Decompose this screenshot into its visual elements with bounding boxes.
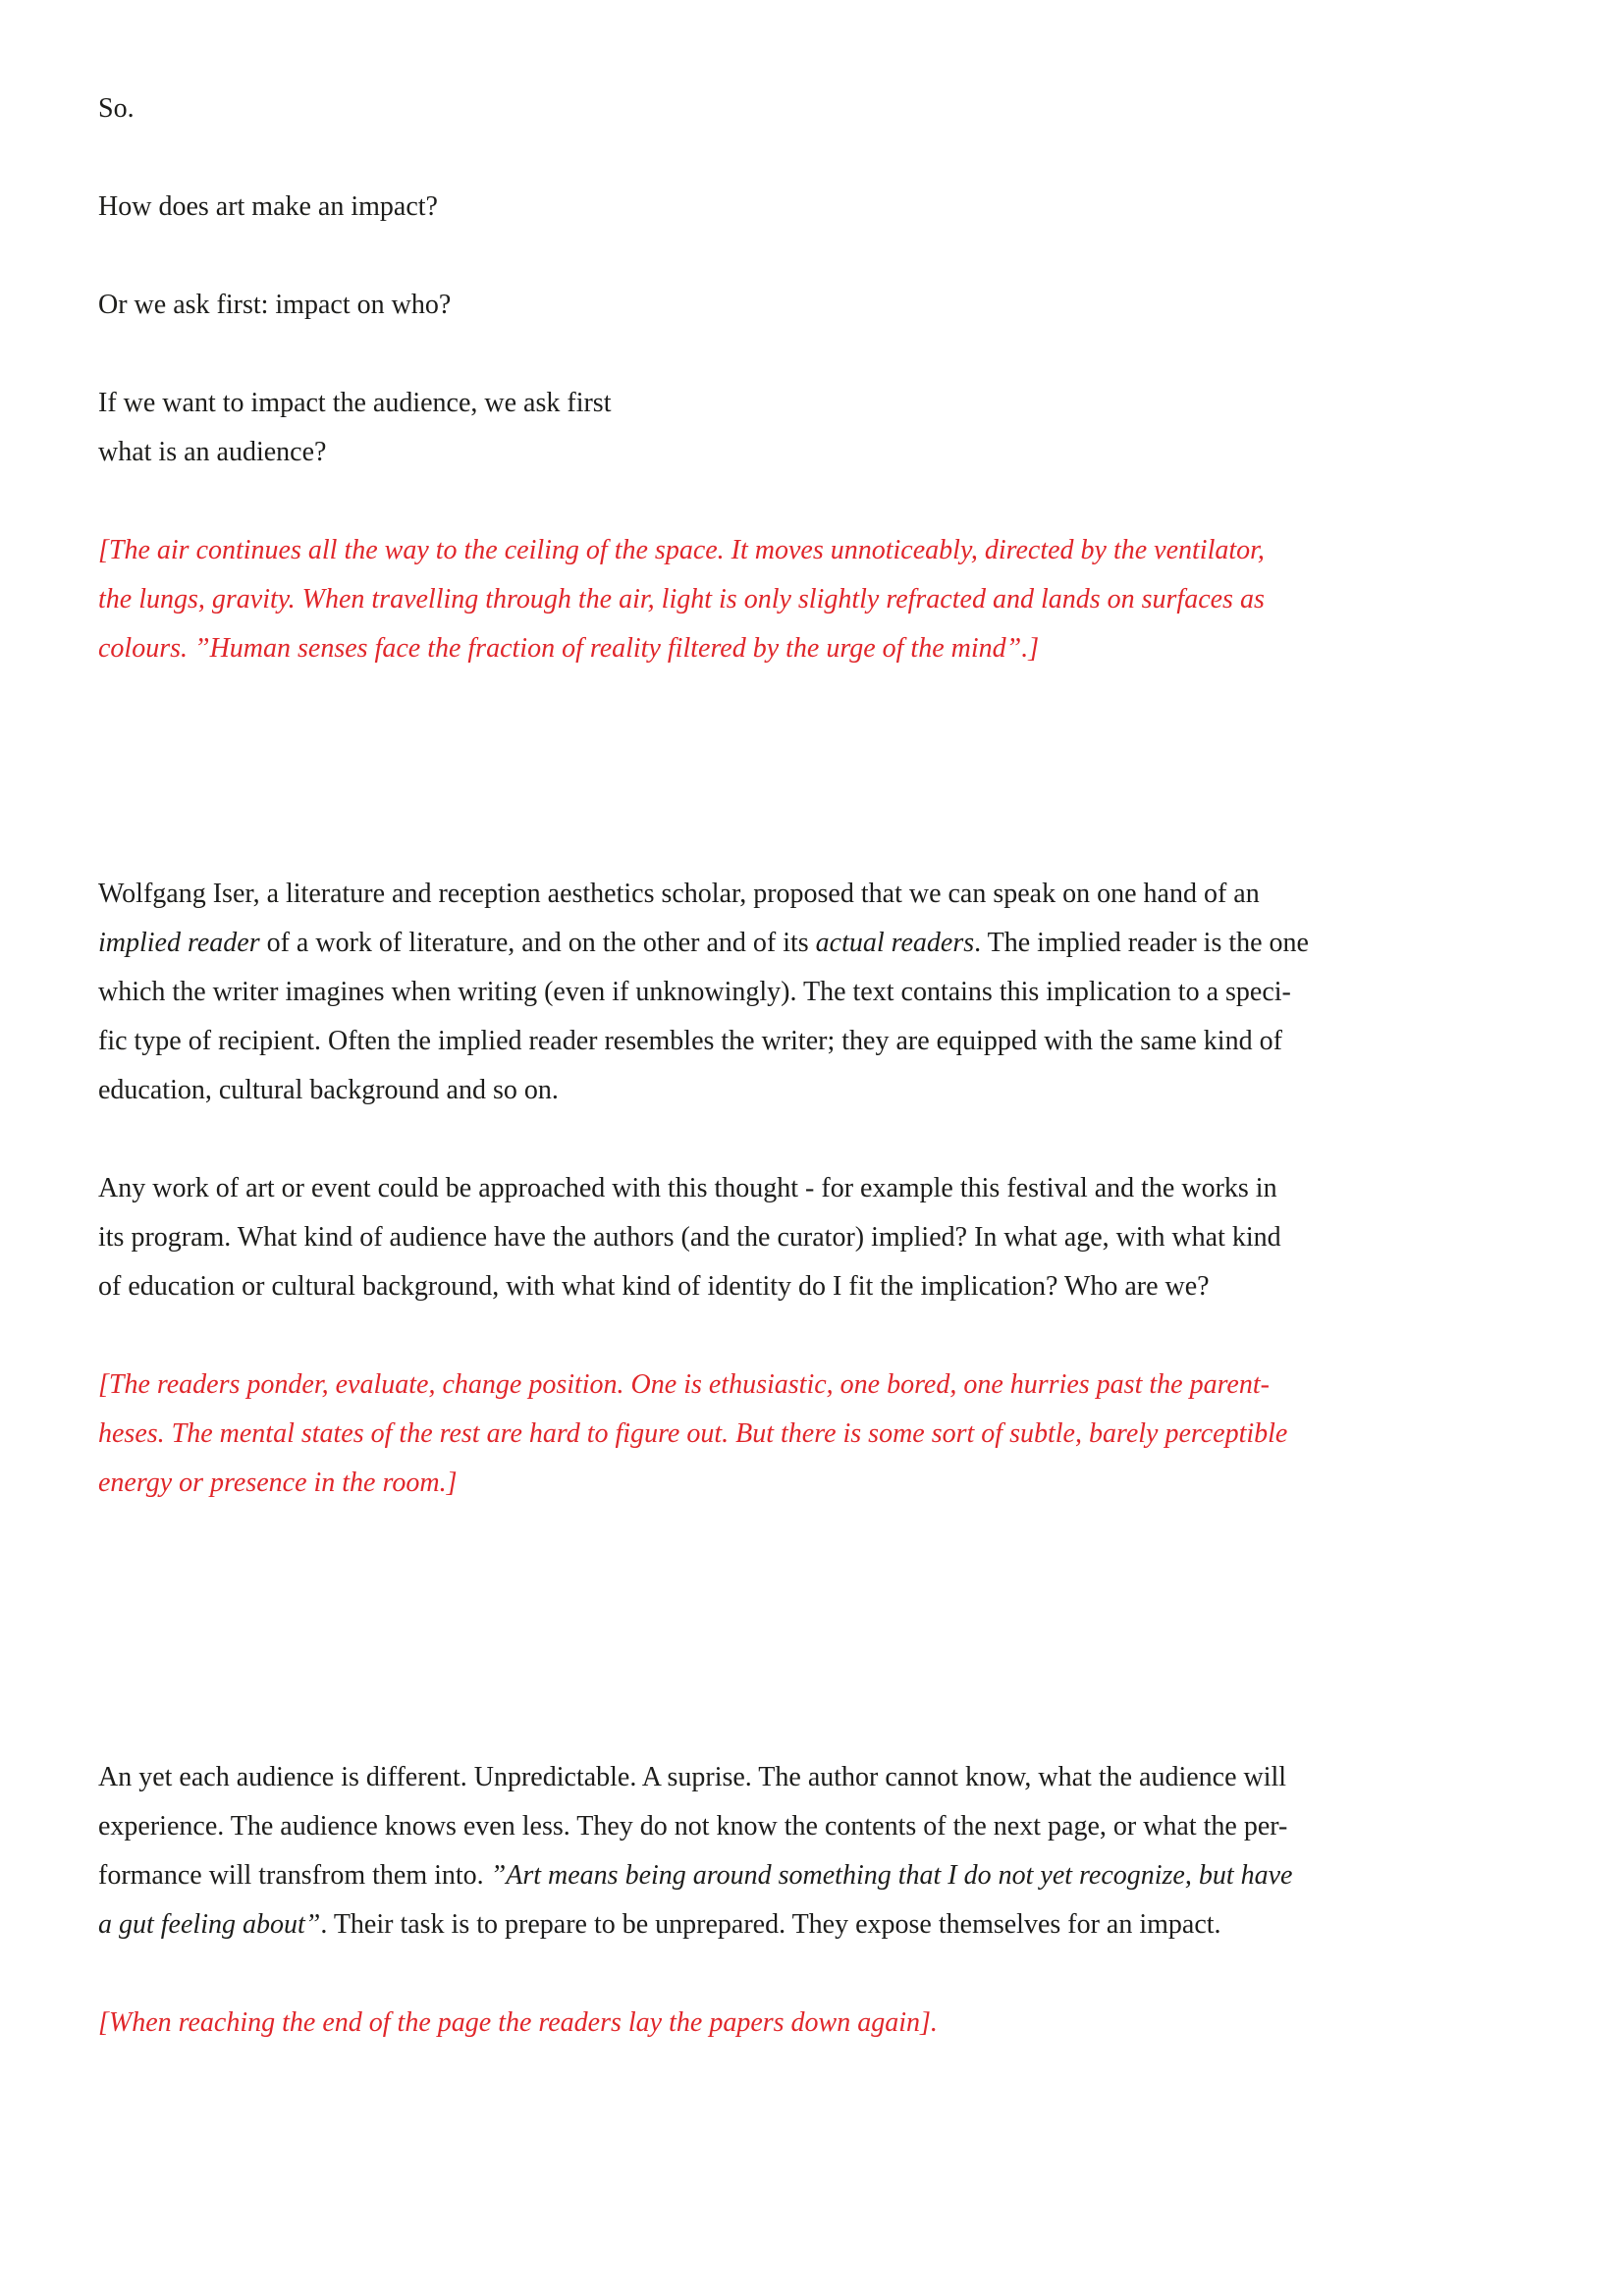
- text-line: colours. ”Human senses face the fraction of reality filtered by the urge of the mind”.]: [98, 633, 1040, 664]
- text-line: [The readers ponder, evaluate, change position. One is ethusiastic, one bored, one hurries past the parent-: [98, 1369, 1270, 1400]
- text-line: which the writer imagines when writing (even if unknowingly). The text contains this implication to a speci-: [98, 977, 1291, 1007]
- text-line: experience. The audience knows even less. They do not know the contents of the next page, or what the per-: [98, 1811, 1288, 1842]
- text-line: its program. What kind of audience have the authors (and the curator) implied? In what age, with what kind: [98, 1222, 1281, 1253]
- italic-quote-art-means: ”Art means being around something that I do not yet recognize, but have: [490, 1860, 1293, 1891]
- paragraph-festival: [98, 1164, 1565, 1311]
- text-run: of a work of literature, and on the other and of its: [259, 928, 816, 958]
- text-line: what is an audience?: [98, 437, 327, 467]
- text-line: [The air continues all the way to the ceiling of the space. It moves unnoticeably, directed by the ventilator,: [98, 535, 1265, 565]
- stage-direction-readers: [98, 1361, 1565, 1508]
- text-line: Wolfgang Iser, a literature and reception aesthetics scholar, proposed that we can speak on one hand of an: [98, 879, 1260, 909]
- text-line: How does art make an impact?: [98, 191, 438, 222]
- text-line: [When reaching the end of the page the readers lay the papers down again].: [98, 2007, 938, 2038]
- text-line: education, cultural background and so on.: [98, 1075, 559, 1105]
- text-line: An yet each audience is different. Unpredictable. A suprise. The author cannot know, what the audience will: [98, 1762, 1287, 1792]
- paragraph-iser: [98, 870, 1565, 1115]
- paragraph-audience-different: [98, 1753, 1565, 1949]
- stage-direction-air: [98, 526, 1565, 673]
- question-impact-on-who: [98, 281, 1565, 330]
- text-line: of education or cultural background, with what kind of identity do I fit the implication? Who are we?: [98, 1271, 1210, 1302]
- question-how-impact: [98, 183, 1565, 232]
- text-run: . Their task is to prepare to be unprepared. They expose themselves for an impact.: [320, 1909, 1221, 1940]
- text-run: . The implied reader is the one: [974, 928, 1309, 958]
- text-run: formance will transfrom them into.: [98, 1860, 491, 1891]
- statement-so: [98, 84, 1565, 133]
- text-line: energy or presence in the room.]: [98, 1468, 458, 1498]
- text-line: If we want to impact the audience, we ask first: [98, 388, 612, 418]
- text-line: Or we ask first: impact on who?: [98, 290, 452, 320]
- text-line: So.: [98, 93, 135, 124]
- text-line: heses. The mental states of the rest are hard to figure out. But there is some sort of subtle, barely perceptible: [98, 1418, 1288, 1449]
- italic-term-actual-readers: actual readers: [815, 928, 975, 958]
- text-line: fic type of recipient. Often the implied reader resembles the writer; they are equipped with the same kind of: [98, 1026, 1282, 1056]
- text-line: Any work of art or event could be approached with this thought - for example this festival and the works in: [98, 1173, 1277, 1203]
- question-what-is-audience: [98, 379, 1565, 477]
- italic-quote-gut-feeling: a gut feeling about”: [98, 1909, 321, 1940]
- stage-direction-end-of-page: [98, 1999, 1565, 2048]
- italic-term-implied-reader: implied reader: [98, 928, 260, 958]
- text-line: the lungs, gravity. When travelling through the air, light is only slightly refracted and lands on surfaces as: [98, 584, 1265, 614]
